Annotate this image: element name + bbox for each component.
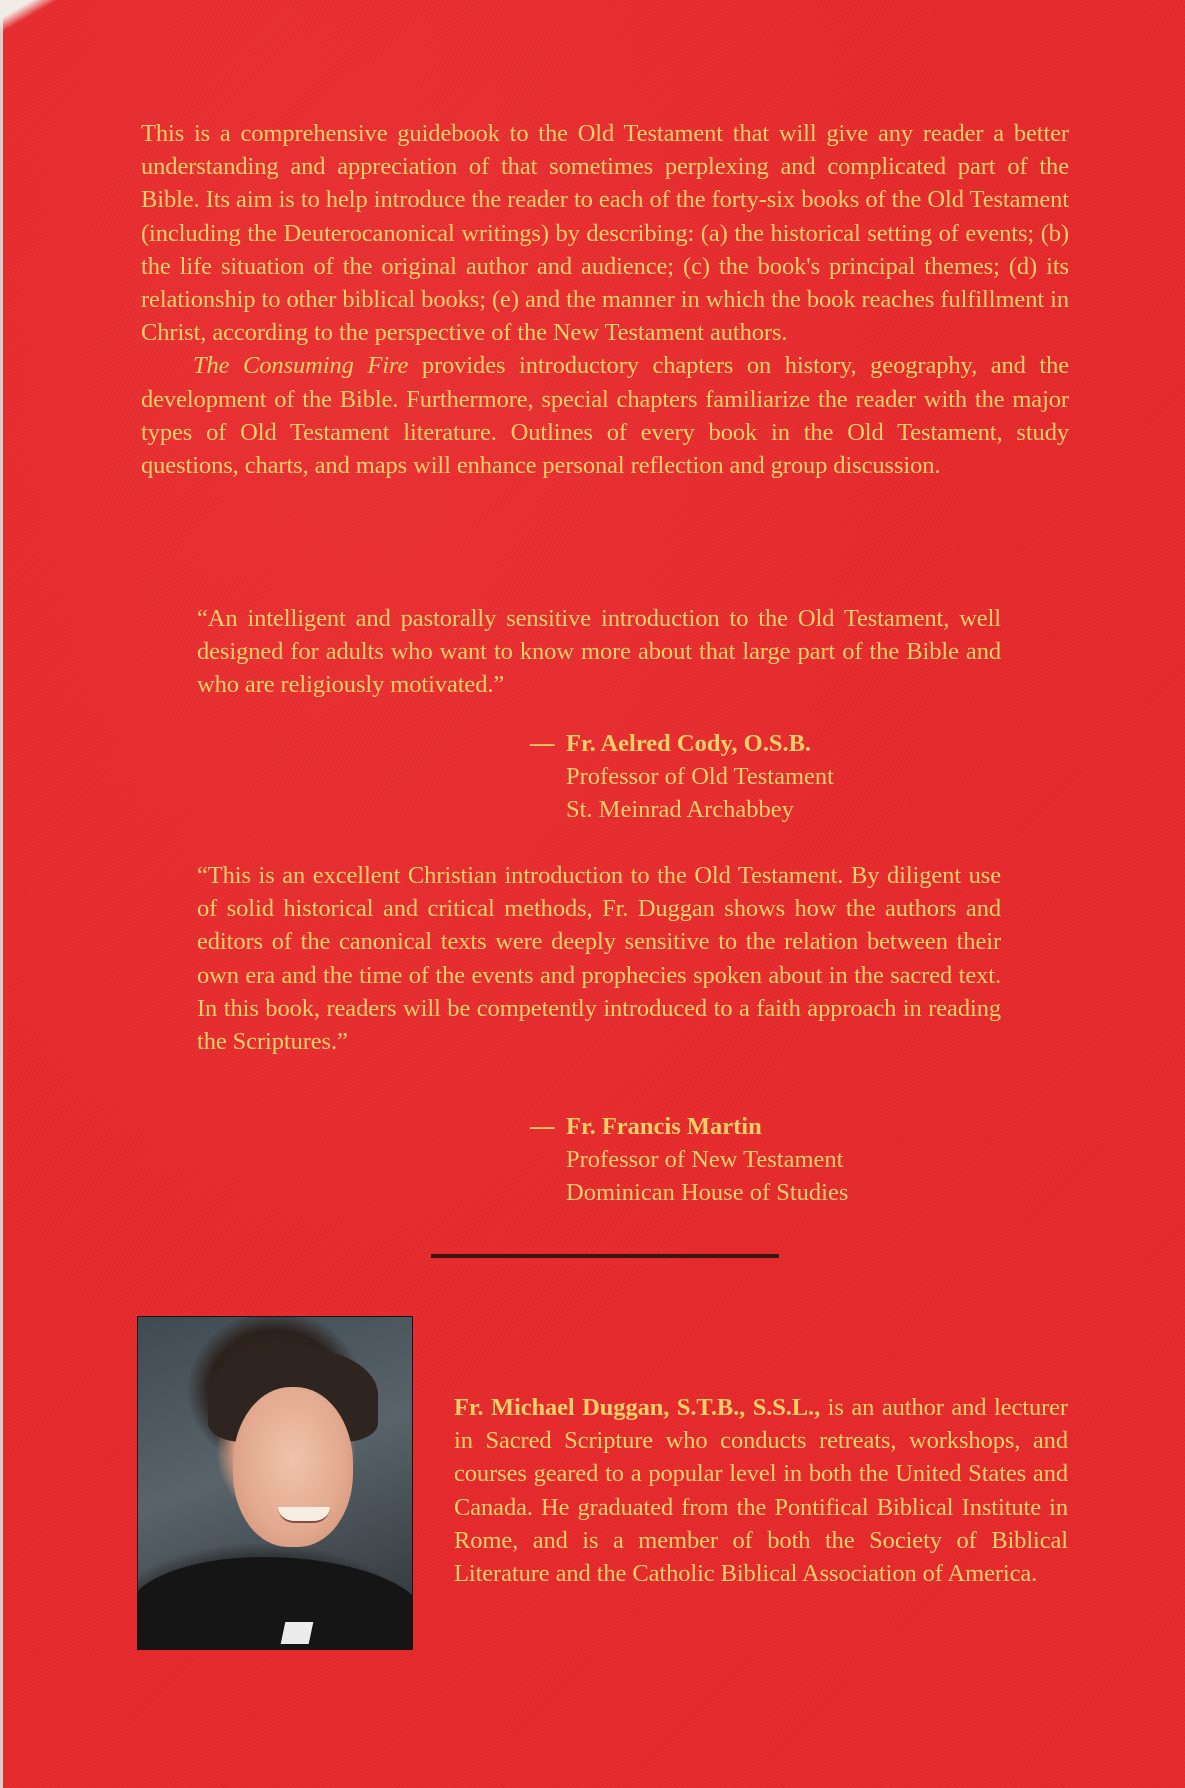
author-photo-shoulders [137, 1557, 413, 1650]
author-photo-smile [278, 1507, 330, 1523]
endorsement-quote-2 [197, 859, 1001, 1058]
endorser-institution: St. Meinrad Archabbey [566, 796, 794, 824]
endorser-name: Fr. Aelred Cody, O.S.B. [566, 730, 812, 757]
endorsement-attribution-2 [530, 1110, 849, 1210]
author-bio-body: is an author and lecturer in Sacred Scripture who conducts retreats, workshops, and courses geared to a popular level in both the United States and Canada. He graduated from the Pontifical Biblical Institute in Rome, and is a member of both the Society of Biblical Literature and the Catholic Biblical Association of America. [454, 1394, 1068, 1588]
section-divider [431, 1254, 779, 1258]
worn-corner [0, 0, 60, 40]
endorser-title: Professor of Old Testament [566, 763, 834, 791]
endorsement-quote-text: “This is an excellent Christian introduction to the Old Testament. By diligent use of solid historical and critical methods, Fr. Duggan shows how the authors and editors of the canonical texts were deeply sensitive to the relation between their own era and the time of the events and prophecies spoken about in the sacred text. In this book, readers will be competently introduced to a faith approach in reading the Scriptures.” [197, 862, 1001, 1056]
em-dash: — [530, 1113, 555, 1140]
endorsement-quote-text: “An intelligent and pastorally sensitive introduction to the Old Testament, well designed for adults who want to know more about that large part of the Bible and who are religiously motivated.” [197, 605, 1001, 699]
book-title: The Consuming Fire [193, 352, 409, 380]
description-paragraph-1: This is a comprehensive guidebook to the Old Testament that will give any reader a better understanding and appreciation of that sometimes perplexing and complicated part of the Bible. Its aim is to help introduce the reader to each of the forty-six books of the Old Testament (including the Deuterocanonical writings) by describing: (a) the historical setting of events; (b) the life situation of the original author and audience; (c) the book's principal themes; (d) its relationship to other biblical books; (e) and the manner in which the book reaches fulfillment in Christ, according to the perspective of the New Testament authors. [141, 120, 1069, 347]
clerical-collar [281, 1622, 314, 1644]
endorser-name: Fr. Francis Martin [566, 1113, 762, 1140]
endorser-institution: Dominican House of Studies [566, 1179, 849, 1207]
em-dash: — [530, 730, 555, 757]
author-bio [454, 1391, 1068, 1590]
author-bio-text [454, 1391, 1068, 1590]
author-name: Fr. Michael Duggan, S.T.B., S.S.L., [454, 1394, 821, 1421]
description-paragraph-2 [141, 349, 1069, 482]
author-photo-face [233, 1387, 353, 1547]
endorser-name-line [530, 727, 834, 760]
description-paragraph-2-text: provides introductory chapters on history, geography, and the development of the Bible. Furthermore, special chapters familiarize the reader with the major types of Old Testament literature. Outlines of every book in the Old Testament, study questions, charts, and maps will enhance personal reflection and group discussion. [141, 352, 1069, 480]
endorser-title: Professor of New Testament [566, 1146, 844, 1174]
endorser-name-line [530, 1110, 848, 1143]
endorsement-attribution-1 [530, 727, 834, 827]
endorsement-quote-1 [197, 602, 1001, 702]
description-section [141, 117, 1069, 482]
author-photo [137, 1316, 413, 1650]
